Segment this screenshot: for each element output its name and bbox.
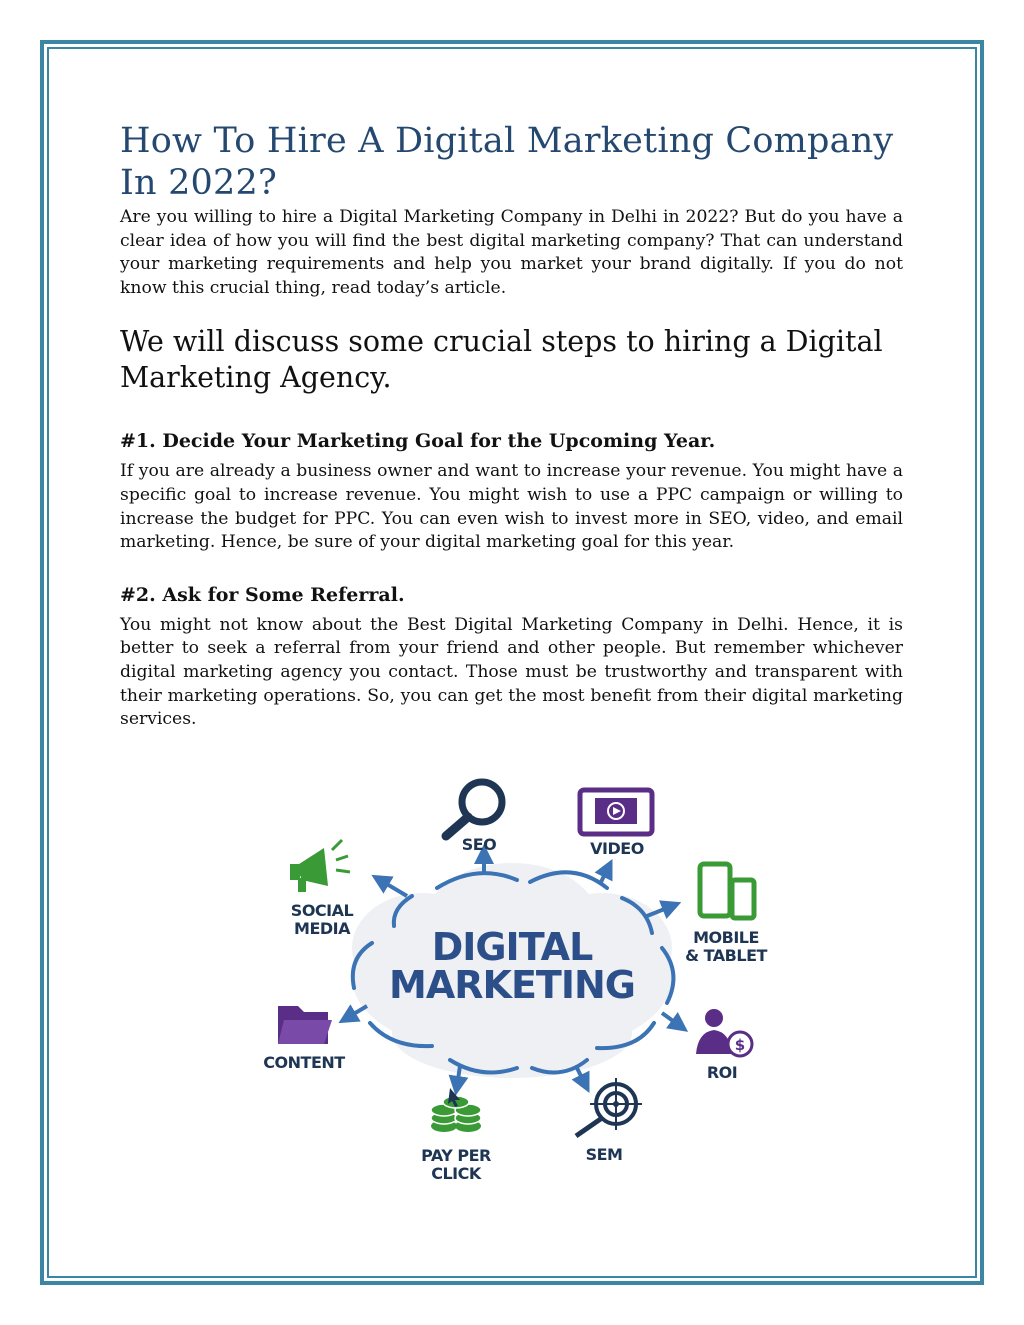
label-seo: SEO bbox=[461, 835, 497, 854]
intro-paragraph: Are you willing to hire a Digital Marketing Company in Delhi in 2022? But do you have a clear idea of how you will find the best digital marketing company? That can understand your marketing requirements and help you market your brand digitally. If you do not know this crucial thing, read today’s article. bbox=[120, 207, 903, 298]
article bbox=[120, 120, 903, 732]
target-icon bbox=[576, 1078, 642, 1136]
article-subheading: We will discuss some crucial steps to hiring a Digital Marketing Agency. bbox=[120, 325, 883, 395]
label-social-line2: MEDIA bbox=[294, 919, 350, 938]
label-mobile-line2: & TABLET bbox=[685, 946, 767, 965]
step-1-text: If you are already a business owner and want to increase your revenue. You might have a specific goal to increase revenue. You might wish to use a PPC campaign or willing to increase the budget for PPC. You can even wish to invest more in SEO, video, and email marketing. Hence, be sure of your digital marketing goal for this year. bbox=[120, 461, 903, 553]
svg-text:$: $ bbox=[734, 1036, 746, 1054]
magnifier-icon bbox=[446, 782, 502, 836]
center-title-line1: DIGITAL bbox=[431, 925, 593, 969]
label-social-line1: SOCIAL bbox=[290, 901, 354, 920]
roi-person-icon bbox=[696, 1009, 752, 1056]
coins-cursor-icon bbox=[431, 1088, 481, 1132]
step-2-text: You might not know about the Best Digital Marketing Company in Delhi. Hence, it is better to seek a referral from your friend and other people. But remember whichever digital marketing agency you contact. Those must be trustworthy and transparent with their marketing operations. So, you can get the most benefit from their digital marketing services. bbox=[120, 614, 903, 730]
label-ppc-line2: CLICK bbox=[431, 1164, 481, 1183]
video-player-icon bbox=[580, 790, 652, 834]
folder-icon bbox=[278, 1006, 332, 1044]
label-ppc-line1: PAY PER bbox=[421, 1146, 491, 1165]
label-sem: SEM bbox=[585, 1145, 623, 1164]
label-mobile-line1: MOBILE bbox=[693, 928, 759, 947]
megaphone-icon bbox=[290, 840, 350, 892]
step-2-heading: #2. Ask for Some Referral. bbox=[120, 583, 405, 606]
article-title: How To Hire A Digital Marketing Company In 2022? bbox=[120, 121, 894, 203]
label-roi: ROI bbox=[706, 1063, 738, 1082]
mobile-tablet-icon bbox=[700, 864, 754, 918]
label-video: VIDEO bbox=[590, 839, 644, 858]
digital-marketing-infographic bbox=[262, 768, 774, 1200]
center-title-line2: MARKETING bbox=[389, 963, 635, 1007]
step-1-heading: #1. Decide Your Marketing Goal for the Upcoming Year. bbox=[120, 430, 716, 453]
label-content: CONTENT bbox=[263, 1053, 345, 1072]
